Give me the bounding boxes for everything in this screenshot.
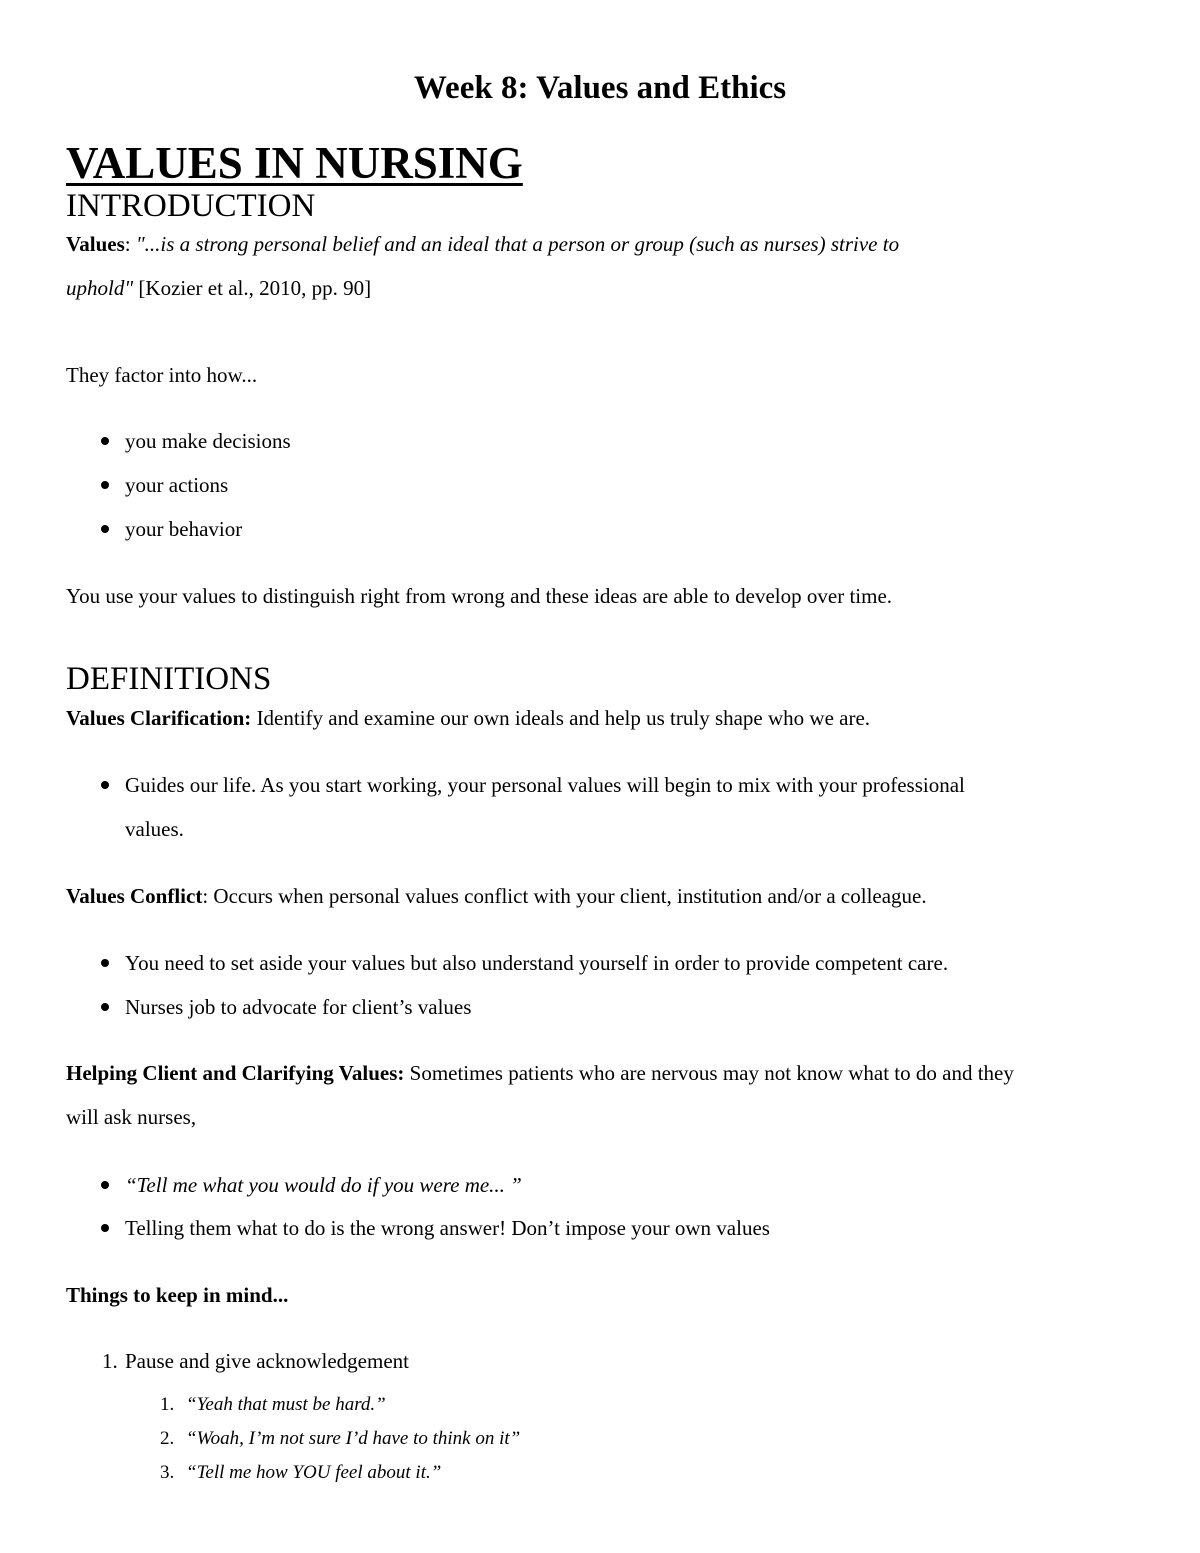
- clarification-text: Identify and examine our own ideals and help us truly shape who we are.: [251, 706, 871, 730]
- conflict-term: Values Conflict: [66, 884, 203, 908]
- bullet-dot: [101, 1003, 109, 1011]
- sublist-number: 2.: [160, 1428, 175, 1449]
- keep-in-mind-subitem: “Tell me how YOU feel about it.”: [186, 1462, 442, 1483]
- factor-bullet: your actions: [125, 473, 229, 497]
- values-quote-line2: uphold": [66, 276, 134, 300]
- clarification-term: Values Clarification:: [66, 706, 252, 730]
- bullet-dot: [101, 437, 109, 445]
- bullet-dot: [101, 1181, 109, 1189]
- conflict-bullet: Nurses job to advocate for client’s values: [125, 995, 472, 1019]
- bullet-dot: [101, 781, 109, 789]
- helping-bullet-quote: “Tell me what you would do if you were me... ”: [125, 1173, 522, 1197]
- definitions-heading: DEFINITIONS: [66, 661, 272, 697]
- conflict-bullet: You need to set aside your values but also understand yourself in order to provide competent care.: [125, 951, 949, 975]
- factor-bullet: your behavior: [125, 517, 243, 541]
- factor-bullet: you make decisions: [125, 429, 291, 453]
- keep-in-mind-subitem: “Woah, I’m not sure I’d have to think on it”: [186, 1428, 521, 1449]
- values-colon: :: [124, 232, 136, 256]
- keep-in-mind-item: Pause and give acknowledgement: [125, 1349, 409, 1373]
- introduction-closing: You use your values to distinguish right from wrong and these ideas are able to develop over time.: [66, 584, 893, 608]
- values-quote-line1: "...is a strong personal belief and an ideal that a person or group (such as nurses) strive to: [135, 232, 900, 256]
- helping-text-line1: Sometimes patients who are nervous may not know what to do and they: [404, 1061, 1014, 1085]
- values-definition-line1: [66, 222, 899, 266]
- introduction-heading: INTRODUCTION: [66, 188, 316, 224]
- conflict-text: : Occurs when personal values conflict with your client, institution and/or a colleague.: [202, 884, 927, 908]
- factor-intro: They factor into how...: [66, 363, 258, 387]
- keep-in-mind-subitem: “Yeah that must be hard.”: [186, 1394, 386, 1415]
- bullet-dot: [101, 959, 109, 967]
- values-definition-line2: [66, 266, 371, 310]
- values-conflict-definition: [66, 874, 927, 918]
- helping-bullet-warning: Telling them what to do is the wrong answer! Don’t impose your own values: [125, 1216, 770, 1240]
- list-number: 1.: [102, 1349, 118, 1373]
- document-title: Week 8: Values and Ethics: [413, 70, 787, 106]
- helping-term: Helping Client and Clarifying Values:: [66, 1061, 405, 1085]
- values-term: Values: [66, 232, 125, 256]
- clarification-bullet-line1: Guides our life. As you start working, your personal values will begin to mix with your professional: [125, 773, 965, 797]
- keep-in-mind-heading: Things to keep in mind...: [66, 1283, 289, 1307]
- bullet-dot: [101, 525, 109, 533]
- values-citation: [Kozier et al., 2010, pp. 90]: [133, 276, 372, 300]
- helping-text-line2: will ask nurses,: [66, 1105, 197, 1129]
- values-clarification-definition: [66, 696, 870, 740]
- sublist-number: 3.: [160, 1462, 175, 1483]
- bullet-dot: [101, 1224, 109, 1232]
- main-heading: VALUES IN NURSING: [66, 138, 523, 188]
- clarification-bullet-line2: values.: [125, 817, 184, 841]
- bullet-dot: [101, 481, 109, 489]
- helping-client-line1: [66, 1051, 1014, 1095]
- sublist-number: 1.: [160, 1394, 175, 1415]
